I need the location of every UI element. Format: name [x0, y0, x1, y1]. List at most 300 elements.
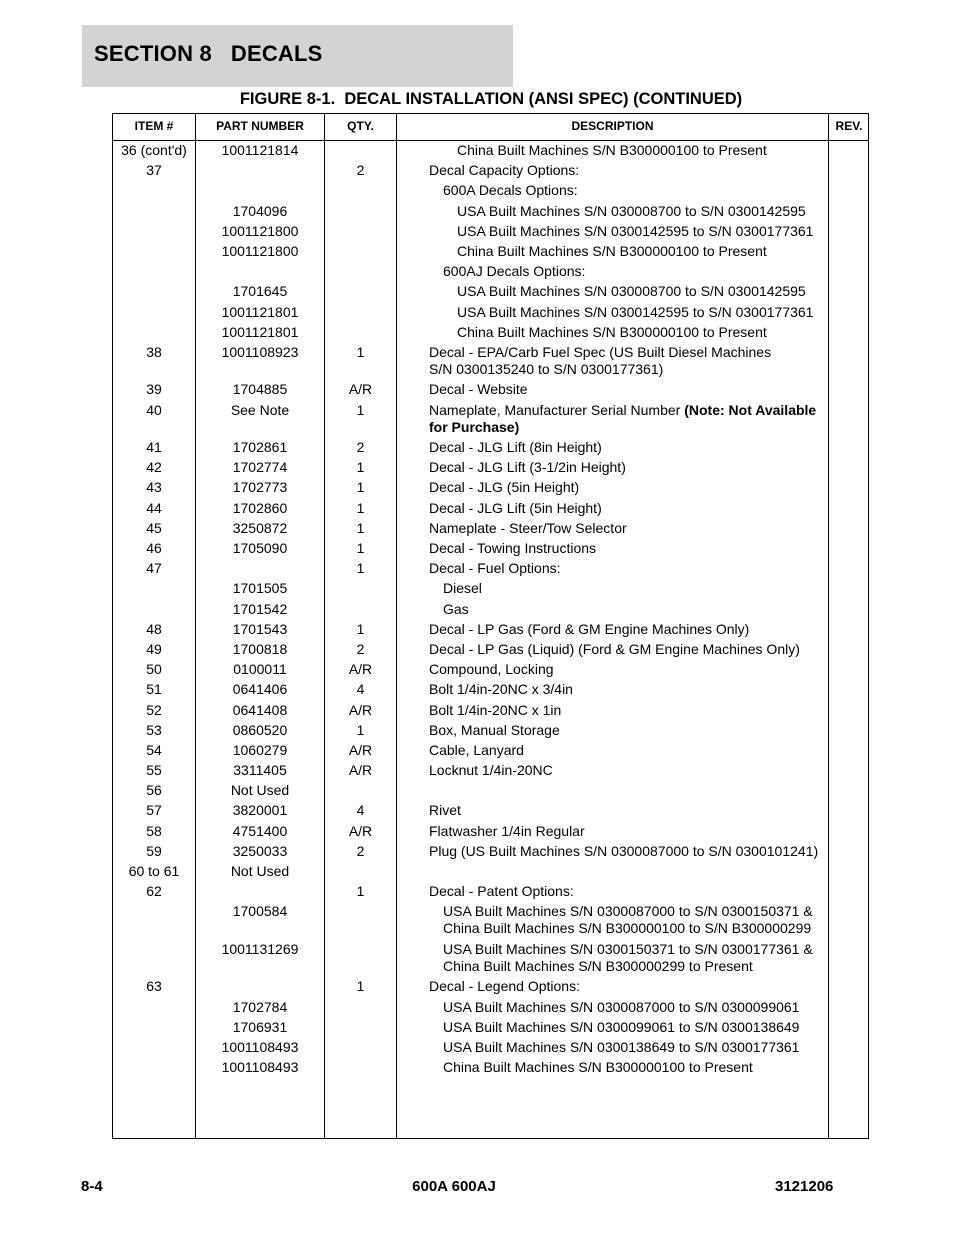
description-cell	[457, 202, 857, 220]
description-text: Nameplate, Manufacturer Serial Number	[429, 401, 685, 418]
item-number-cell: 46	[146, 540, 162, 556]
table-row	[113, 902, 868, 940]
table-row	[113, 882, 868, 902]
item-number-cell: 45	[146, 519, 162, 536]
quantity-cell	[325, 1038, 396, 1039]
part-number-cell	[196, 161, 324, 162]
quantity-cell: 1	[356, 883, 365, 900]
description-text: Plug (US Built Machines S/N 0300087000 to S/N 0300101241)	[429, 842, 819, 859]
description-text: USA Built Machines S/N 030008700 to S/N 0300142595	[457, 283, 806, 300]
description-text: Decal - Website	[429, 381, 528, 398]
quantity-cell: 1	[356, 459, 365, 476]
item-number-cell	[113, 902, 195, 903]
item-number-cell: 44	[146, 499, 162, 516]
part-number-cell: 1702784	[232, 998, 288, 1015]
table-row	[113, 380, 868, 400]
item-number-cell: 58	[146, 822, 162, 839]
description-text: Flatwasher 1/4in Regular	[429, 822, 585, 839]
part-number-cell	[196, 559, 324, 560]
revision-cell	[829, 998, 869, 999]
table-row	[113, 161, 868, 181]
table-row	[113, 1018, 868, 1038]
table-body	[113, 141, 868, 1078]
quantity-cell: 1	[356, 479, 365, 496]
table-row	[113, 478, 868, 498]
revision-cell	[829, 977, 869, 978]
quantity-cell: 1	[356, 978, 365, 995]
revision-cell	[829, 202, 869, 203]
description-text: China Built Machines S/N B300000100 to Present	[457, 142, 767, 158]
part-number-cell	[196, 262, 324, 263]
quantity-cell: A/R	[348, 661, 373, 678]
description-text: Cable, Lanyard	[429, 741, 524, 758]
description-note: (Note: Not Available for Purchase)	[429, 401, 817, 435]
item-number-cell	[113, 1038, 195, 1039]
description-text: USA Built Machines S/N 0300142595 to S/N 0300177361	[457, 303, 814, 320]
description-text: China Built Machines S/N B300000100 to Present	[457, 323, 767, 340]
revision-cell	[829, 940, 869, 941]
description-cell	[443, 579, 843, 597]
footer-model: 600A 600AJ	[412, 1178, 496, 1195]
revision-cell	[829, 862, 869, 863]
table-row	[113, 761, 868, 781]
quantity-cell	[325, 141, 396, 142]
table-row	[113, 721, 868, 741]
item-number-cell: 53	[146, 721, 162, 738]
description-cell	[457, 323, 857, 341]
part-number-cell: Not Used	[230, 782, 290, 799]
item-number-cell	[113, 1018, 195, 1019]
part-number-cell: 1001121814	[221, 142, 299, 158]
revision-cell	[829, 721, 869, 722]
description-text: Diesel	[443, 580, 482, 597]
table-row	[113, 343, 868, 381]
part-number-cell: 1001121801	[221, 323, 299, 340]
item-number-cell	[113, 222, 195, 223]
description-cell	[429, 539, 829, 557]
quantity-cell: 4	[356, 681, 365, 698]
item-number-cell: 55	[146, 762, 162, 779]
description-cell	[429, 781, 829, 782]
quantity-cell	[325, 282, 396, 283]
revision-cell	[829, 282, 869, 283]
part-number-cell: 0860520	[232, 721, 288, 738]
column-header-rev: REV.	[835, 119, 863, 133]
description-cell	[429, 458, 829, 476]
revision-cell	[829, 822, 869, 823]
table-row	[113, 822, 868, 842]
part-number-cell: 3250033	[232, 842, 288, 859]
part-number-cell: 1001121800	[221, 222, 299, 239]
revision-cell	[829, 680, 869, 681]
description-text: USA Built Machines S/N 030008700 to S/N 0300142595	[457, 202, 806, 219]
quantity-cell: A/R	[348, 381, 373, 398]
quantity-cell: A/R	[348, 822, 373, 839]
quantity-cell	[325, 940, 396, 941]
description-text: Bolt 1/4in-20NC x 1in	[429, 701, 562, 718]
description-cell	[443, 1018, 843, 1036]
description-text: Gas	[443, 600, 469, 617]
item-number-cell: 51	[146, 681, 162, 698]
quantity-cell	[325, 323, 396, 324]
table-row	[113, 401, 868, 439]
part-number-cell: Not Used	[230, 863, 290, 879]
table-row	[113, 801, 868, 821]
part-number-cell: 1702773	[232, 479, 288, 496]
column-header-qty: QTY.	[347, 119, 374, 133]
description-cell	[457, 282, 857, 300]
quantity-cell	[325, 202, 396, 203]
part-number-cell: 0641408	[232, 701, 288, 718]
description-text: USA Built Machines S/N 0300087000 to S/N 0300150371 & China Built Machines S/N B300000100 to S/N B300000299	[443, 903, 813, 937]
part-number-cell: 1701505	[232, 580, 288, 597]
description-cell	[443, 181, 843, 199]
quantity-cell	[325, 902, 396, 903]
part-number-cell: 1704885	[232, 381, 288, 398]
revision-cell	[829, 882, 869, 883]
quantity-cell: 1	[356, 540, 365, 556]
quantity-cell: 2	[356, 162, 365, 179]
description-text: Decal - Towing Instructions	[429, 540, 597, 556]
description-text: Decal Capacity Options:	[429, 162, 580, 179]
quantity-cell: 2	[356, 640, 365, 657]
table-row	[113, 741, 868, 761]
table-row	[113, 181, 868, 201]
table-row	[113, 282, 868, 302]
revision-cell	[829, 761, 869, 762]
table-row	[113, 303, 868, 323]
item-number-cell	[113, 181, 195, 182]
quantity-cell	[325, 262, 396, 263]
part-number-cell	[196, 181, 324, 182]
description-text: Decal - LP Gas (Ford & GM Engine Machines Only)	[429, 620, 750, 637]
part-number-cell	[196, 977, 324, 978]
description-cell	[429, 882, 829, 900]
quantity-cell: 2	[356, 842, 365, 859]
quantity-cell: 1	[356, 499, 365, 516]
quantity-cell	[325, 1058, 396, 1059]
part-number-cell: 1060279	[232, 741, 288, 758]
revision-cell	[829, 380, 869, 381]
description-cell	[429, 842, 829, 860]
quantity-cell	[325, 998, 396, 999]
part-number-cell: 1001108923	[221, 343, 299, 360]
table-row	[113, 222, 868, 242]
description-text: Rivet	[429, 802, 461, 819]
quantity-cell: 2	[356, 439, 365, 456]
quantity-cell: 1	[356, 519, 365, 536]
table-row	[113, 499, 868, 519]
revision-cell	[829, 343, 869, 344]
table-row	[113, 781, 868, 801]
description-cell	[457, 242, 857, 260]
quantity-cell	[325, 1018, 396, 1019]
revision-cell	[829, 1018, 869, 1019]
revision-cell	[829, 559, 869, 560]
part-number-cell: 1001121801	[221, 303, 299, 320]
description-cell	[429, 680, 829, 698]
column-header-description: DESCRIPTION	[571, 119, 654, 133]
table-row	[113, 940, 868, 978]
quantity-cell: A/R	[348, 741, 373, 758]
part-number-cell: 1700818	[232, 640, 288, 657]
revision-cell	[829, 141, 869, 142]
description-cell	[443, 902, 843, 937]
description-cell	[429, 977, 829, 995]
description-text: USA Built Machines S/N 0300138649 to S/N 0300177361	[443, 1038, 800, 1055]
item-number-cell: 43	[146, 479, 162, 496]
part-number-cell: 1001121800	[221, 242, 299, 259]
revision-cell	[829, 620, 869, 621]
revision-cell	[829, 519, 869, 520]
revision-cell	[829, 741, 869, 742]
revision-cell	[829, 902, 869, 903]
item-number-cell	[113, 323, 195, 324]
description-cell	[429, 801, 829, 819]
part-number-cell: 0641406	[232, 681, 288, 698]
part-number-cell: 1704096	[232, 202, 288, 219]
part-number-cell: 1701645	[232, 283, 288, 300]
description-cell	[429, 741, 829, 759]
item-number-cell: 38	[146, 343, 162, 360]
description-cell	[429, 343, 829, 378]
description-text: Bolt 1/4in-20NC x 3/4in	[429, 681, 573, 698]
revision-cell	[829, 458, 869, 459]
item-number-cell: 40	[146, 401, 162, 418]
part-number-cell: 1702860	[232, 499, 288, 516]
item-number-cell: 49	[146, 640, 162, 657]
revision-cell	[829, 640, 869, 641]
description-cell	[443, 262, 843, 280]
description-cell	[429, 640, 829, 658]
quantity-cell: 1	[356, 721, 365, 738]
item-number-cell	[113, 600, 195, 601]
quantity-cell	[325, 181, 396, 182]
quantity-cell: 1	[356, 560, 365, 577]
revision-cell	[829, 478, 869, 479]
item-number-cell: 36 (cont'd)	[121, 142, 187, 158]
revision-cell	[829, 242, 869, 243]
description-cell	[429, 478, 829, 496]
description-cell	[429, 519, 829, 537]
description-text: Decal - JLG Lift (3-1/2in Height)	[429, 459, 626, 476]
item-number-cell	[113, 262, 195, 263]
description-cell	[429, 701, 829, 719]
table-row	[113, 977, 868, 997]
part-number-cell: 1705090	[232, 540, 288, 556]
revision-cell	[829, 181, 869, 182]
description-cell	[429, 761, 829, 779]
description-cell	[429, 620, 829, 638]
table-row	[113, 620, 868, 640]
description-cell	[429, 161, 829, 179]
revision-cell	[829, 539, 869, 540]
description-text: Compound, Locking	[429, 661, 554, 678]
description-text: Decal - JLG Lift (8in Height)	[429, 439, 602, 456]
description-text: Nameplate - Steer/Tow Selector	[429, 519, 627, 536]
item-number-cell: 37	[146, 162, 162, 179]
item-number-cell	[113, 1058, 195, 1059]
table-row	[113, 701, 868, 721]
table-row	[113, 141, 868, 161]
quantity-cell	[325, 242, 396, 243]
figure-title: FIGURE 8-1. DECAL INSTALLATION (ANSI SPEC) (CONTINUED)	[239, 90, 743, 108]
part-number-cell: 1001131269	[221, 940, 299, 957]
revision-cell	[829, 303, 869, 304]
description-cell	[429, 499, 829, 517]
revision-cell	[829, 660, 869, 661]
description-cell	[429, 660, 829, 678]
table-row	[113, 519, 868, 539]
item-number-cell: 50	[146, 661, 162, 678]
part-number-cell: 0100011	[233, 661, 287, 678]
quantity-cell: 1	[356, 343, 365, 360]
description-text: Decal - Legend Options:	[429, 978, 580, 995]
description-cell	[457, 303, 857, 321]
part-number-cell: 1700584	[232, 903, 288, 920]
table-row	[113, 998, 868, 1018]
item-number-cell: 57	[146, 802, 162, 819]
description-text: USA Built Machines S/N 0300087000 to S/N 0300099061	[443, 998, 800, 1015]
table-row	[113, 660, 868, 680]
item-number-cell	[113, 940, 195, 941]
table-row	[113, 842, 868, 862]
table-row	[113, 862, 868, 882]
table-row	[113, 640, 868, 660]
item-number-cell: 47	[146, 560, 162, 577]
description-text: Box, Manual Storage	[429, 721, 560, 738]
description-text: USA Built Machines S/N 0300150371 to S/N 0300177361 & China Built Machines S/N B300000299 to Present	[443, 940, 813, 974]
part-number-cell: 1702774	[232, 459, 288, 476]
part-number-cell	[196, 882, 324, 883]
description-cell	[429, 721, 829, 739]
footer-page-number: 8-4	[81, 1178, 103, 1195]
description-cell	[429, 380, 829, 398]
table-row	[113, 323, 868, 343]
description-text: China Built Machines S/N B300000100 to Present	[443, 1059, 753, 1076]
part-number-cell: See Note	[230, 401, 290, 418]
description-text: USA Built Machines S/N 0300142595 to S/N 0300177361	[457, 222, 814, 239]
table-row	[113, 680, 868, 700]
description-cell	[457, 141, 857, 159]
revision-cell	[829, 401, 869, 402]
revision-cell	[829, 842, 869, 843]
item-number-cell	[113, 998, 195, 999]
revision-cell	[829, 1058, 869, 1059]
description-text: Decal - LP Gas (Liquid) (Ford & GM Engine Machines Only)	[429, 640, 800, 657]
description-cell	[443, 1038, 843, 1056]
item-number-cell	[113, 282, 195, 283]
revision-cell	[829, 262, 869, 263]
section-title: SECTION 8 DECALS	[94, 41, 323, 66]
quantity-cell	[325, 600, 396, 601]
quantity-cell: 1	[356, 620, 365, 637]
revision-cell	[829, 781, 869, 782]
parts-table	[112, 113, 869, 1139]
item-number-cell	[113, 303, 195, 304]
item-number-cell	[113, 242, 195, 243]
description-text: 600AJ Decals Options:	[443, 263, 586, 280]
description-cell	[443, 998, 843, 1016]
quantity-cell	[325, 303, 396, 304]
description-cell	[429, 862, 829, 863]
description-cell	[457, 222, 857, 240]
table-row	[113, 202, 868, 222]
revision-cell	[829, 499, 869, 500]
item-number-cell: 41	[146, 439, 162, 456]
column-header-item: ITEM #	[134, 119, 174, 133]
revision-cell	[829, 161, 869, 162]
table-row	[113, 1038, 868, 1058]
table-row	[113, 262, 868, 282]
quantity-cell	[325, 781, 396, 782]
part-number-cell: 1001108493	[221, 1059, 299, 1076]
column-header-part-number: PART NUMBER	[216, 119, 304, 133]
item-number-cell	[113, 579, 195, 580]
item-number-cell: 48	[146, 620, 162, 637]
item-number-cell: 60 to 61	[128, 863, 180, 879]
part-number-cell: 3820001	[232, 802, 288, 819]
description-text: Decal - Patent Options:	[429, 883, 574, 900]
item-number-cell	[113, 202, 195, 203]
description-cell	[443, 940, 843, 975]
table-row	[113, 559, 868, 579]
table-row	[113, 242, 868, 262]
description-cell	[429, 559, 829, 577]
quantity-cell	[325, 862, 396, 863]
table-row	[113, 438, 868, 458]
description-cell	[429, 401, 829, 436]
description-text: USA Built Machines S/N 0300099061 to S/N 0300138649	[443, 1018, 800, 1035]
table-row	[113, 600, 868, 620]
part-number-cell: 1702861	[232, 439, 288, 456]
item-number-cell: 56	[146, 782, 162, 799]
description-text: Decal - Fuel Options:	[429, 560, 561, 577]
part-number-cell: 3311405	[233, 762, 287, 779]
description-text: Decal - EPA/Carb Fuel Spec (US Built Diesel Machines S/N 0300135240 to S/N 0300177361)	[429, 343, 772, 377]
quantity-cell: 1	[356, 401, 365, 418]
description-cell	[429, 822, 829, 840]
item-number-cell: 39	[146, 381, 162, 398]
description-text: Locknut 1/4in-20NC	[429, 762, 553, 779]
part-number-cell: 1706931	[232, 1018, 288, 1035]
description-cell	[429, 438, 829, 456]
revision-cell	[829, 701, 869, 702]
quantity-cell: A/R	[348, 762, 373, 779]
part-number-cell: 1701543	[232, 620, 288, 637]
revision-cell	[829, 323, 869, 324]
table-row	[113, 579, 868, 599]
footer-doc-number: 3121206	[775, 1178, 834, 1195]
item-number-cell: 42	[146, 459, 162, 476]
item-number-cell: 62	[146, 883, 162, 900]
revision-cell	[829, 1038, 869, 1039]
quantity-cell: 4	[356, 802, 365, 819]
part-number-cell: 1001108493	[221, 1038, 299, 1055]
item-number-cell: 63	[146, 978, 162, 995]
item-number-cell: 59	[146, 842, 162, 859]
description-text: Decal - JLG Lift (5in Height)	[429, 499, 602, 516]
item-number-cell: 52	[146, 701, 162, 718]
revision-cell	[829, 600, 869, 601]
part-number-cell: 4751400	[232, 822, 288, 839]
table-row	[113, 1058, 868, 1078]
description-cell	[443, 600, 843, 618]
description-cell	[443, 1058, 843, 1076]
description-text: Decal - JLG (5in Height)	[429, 479, 580, 496]
quantity-cell	[325, 579, 396, 580]
quantity-cell	[325, 222, 396, 223]
